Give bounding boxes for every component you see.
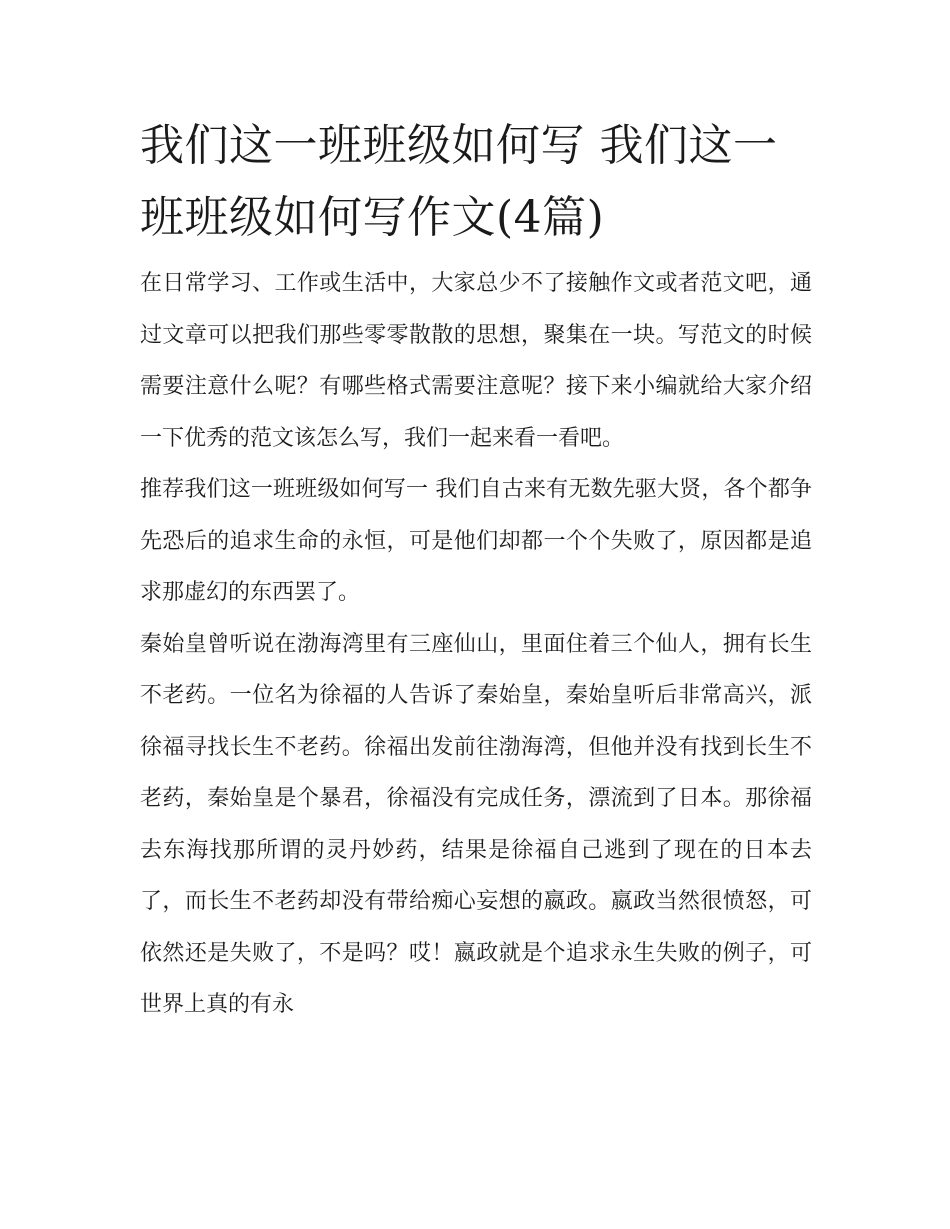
- essay-paragraph-1: 推荐我们这一班班级如何写一 我们自古来有无数先驱大贤，各个都争先恐后的追求生命的永恒，可是他们却都一个个失败了，原因都是追求那虚幻的东西罢了。: [140, 477, 812, 605]
- document-page: [140, 110, 812, 1031]
- document-title: 我们这一班班级如何写 我们这一班班级如何写作文(4篇): [140, 120, 778, 243]
- intro-paragraph: 在日常学习、工作或生活中，大家总少不了接触作文或者范文吧，通过文章可以把我们那些零零散散的思想，聚集在一块。写范文的时候需要注意什么呢？有哪些格式需要注意呢？接下来小编就给大家介绍一下优秀的范文该怎么写，我们一起来看一看吧。: [140, 271, 812, 451]
- essay-paragraph-2: 秦始皇曾听说在渤海湾里有三座仙山，里面住着三个仙人，拥有长生不老药。一位名为徐福的人告诉了秦始皇，秦始皇听后非常高兴，派徐福寻找长生不老药。徐福出发前往渤海湾，但他并没有找到长生不老药，秦始皇是个暴君，徐福没有完成任务，漂流到了日本。那徐福去东海找那所谓的灵丹妙药，结果是徐福自己逃到了现在的日本去了，而长生不老药却没有带给痴心妄想的嬴政。嬴政当然很愤怒，可依然还是失败了，不是吗？哎！嬴政就是个追求永生失败的例子，可世界上真的有永: [140, 631, 812, 1017]
